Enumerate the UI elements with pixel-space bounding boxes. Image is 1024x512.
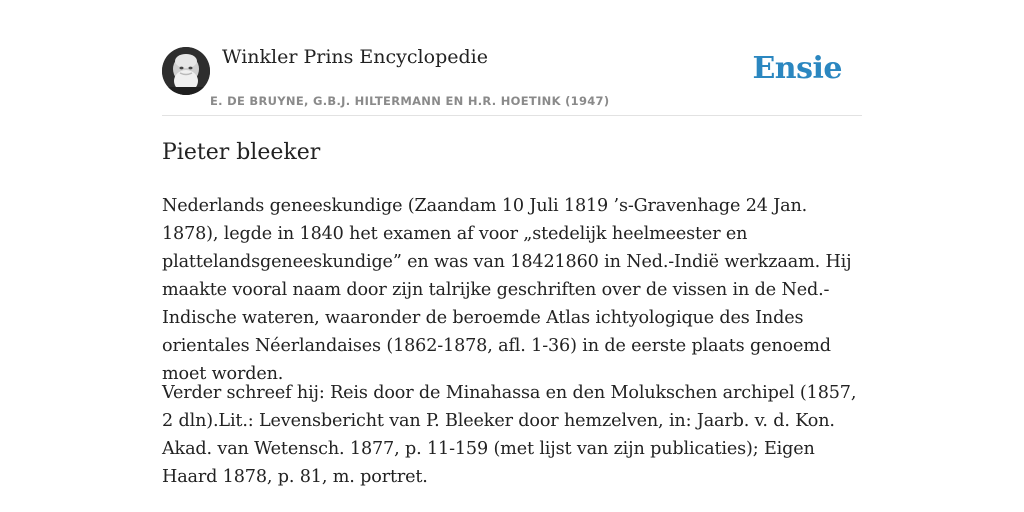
article-paragraph-2: Verder schreef hij: Reis door de Minahassa en den Molukschen archipel (1857, 2 dln).Lit.: Levensbericht van P. Bleeker door hemzelven, in: Jaarb. v. d. Kon. Akad. van Wetensch. 1877, p. 11-159 (met lijst van zijn publicaties); Eigen Haard 1878, p. 81, m. portret. <box>162 383 857 487</box>
bearded-man-portrait-icon <box>162 47 210 95</box>
article-paragraph-1: Nederlands geneeskundige (Zaandam 10 Juli 1819 ’s-Gravenhage 24 Jan. 1878), legde in 1840 het examen af voor „stedelijk heelmeester en plattelandsgeneeskundige” en was van 18421860 in Ned.-Indië werkzaam. Hij maakte vooral naam door zijn talrijke geschriften over de vissen in de Ned.-Indische wateren, waaronder de beroemde Atlas ichtyologique des Indes orientales Néerlandaises (1862-1878, afl. 1-36) in de eerste plaats genoemd moet worden. <box>162 196 852 384</box>
header-divider <box>162 115 862 116</box>
source-authors: E. DE BRUYNE, G.B.J. HILTERMANN EN H.R. HOETINK (1947) <box>210 94 610 108</box>
author-avatar <box>162 47 210 95</box>
article-title: Pieter bleeker <box>162 140 321 165</box>
ensie-logo-link[interactable]: Ensie <box>752 51 842 86</box>
article-card <box>162 0 862 512</box>
source-title[interactable]: Winkler Prins Encyclopedie <box>222 46 488 68</box>
